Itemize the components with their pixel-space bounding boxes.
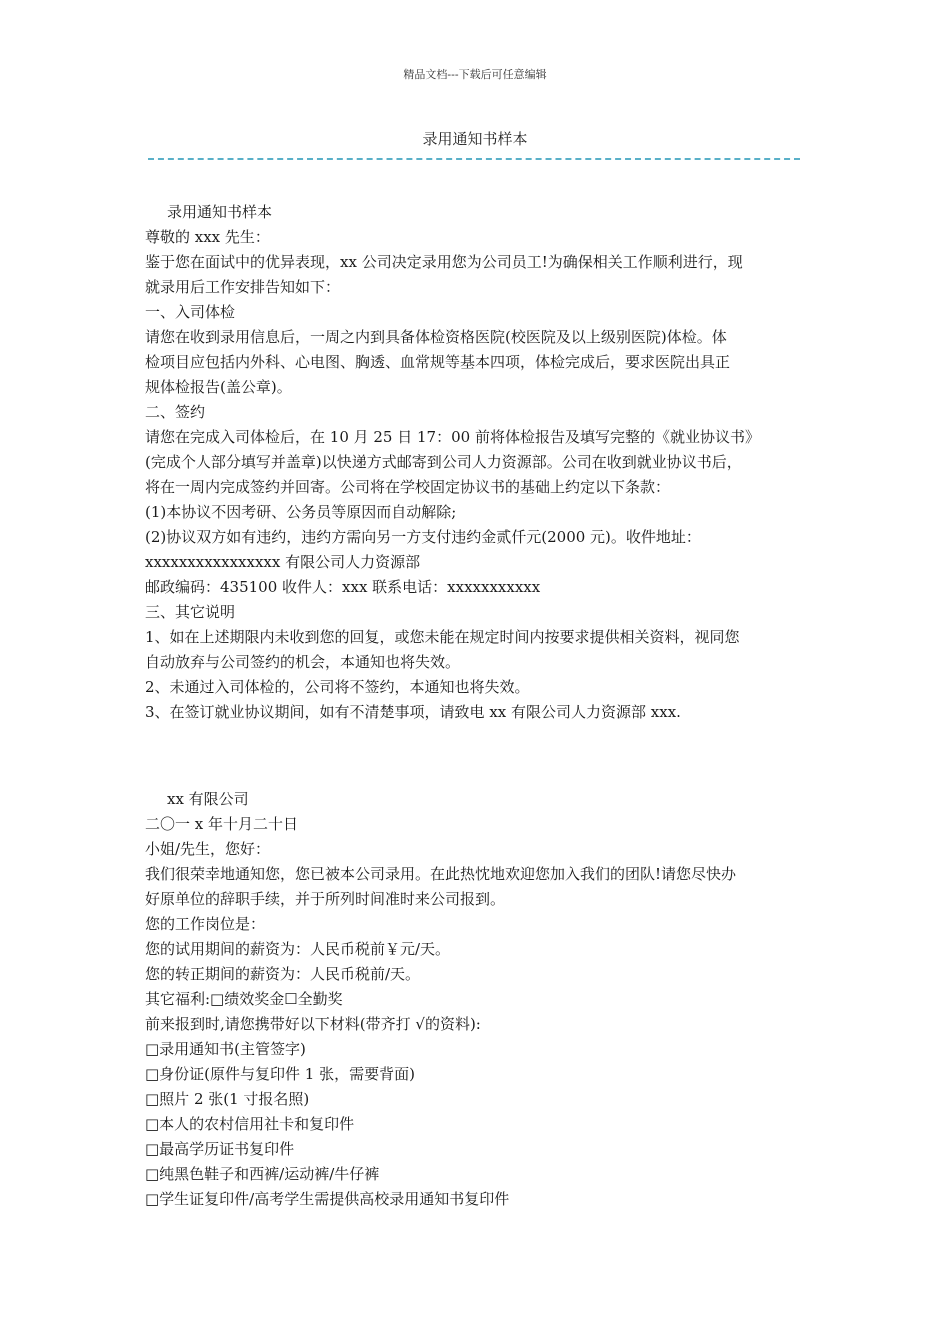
contact-line: 邮政编码：435100 收件人：xxx 联系电话：xxxxxxxxxxx (145, 578, 541, 596)
page-header: 精品文档---下载后可任意编辑 (403, 68, 547, 81)
paragraph-line: 前来报到时,请您携带好以下材料(带齐打 √的资料): (145, 1015, 481, 1033)
paragraph-line: 3、在签订就业协议期间，如有不清楚事项，请致电 xx 有限公司人力资源部 xxx. (145, 703, 681, 721)
clause-line: (1)本协议不因考研、公务员等原因而自动解除; (145, 503, 457, 521)
paragraph-line: 自动放弃与公司签约的机会，本通知也将失效。 (145, 653, 461, 671)
paragraph-line: (完成个人部分填写并盖章)以快递方式邮寄到公司人力资源部。公司在收到就业协议书后， (145, 453, 742, 471)
paragraph-line: 鉴于您在面试中的优异表现，xx 公司决定录用您为公司员工!为确保相关工作顺利进行，现 (145, 253, 743, 271)
paragraph-line: 检项目应包括内外科、心电图、胸透、血常规等基本四项，体检完成后，要求医院出具正 (145, 353, 731, 371)
clause-line: (2)协议双方如有违约，违约方需向另一方支付违约金贰仟元(2000 元)。收件地址： (145, 528, 701, 546)
date-line: 二〇一 x 年十月二十日 (145, 815, 298, 833)
checklist-item: □本人的农村信用社卡和复印件 (145, 1115, 355, 1133)
field-line: 您的试用期间的薪资为：人民币税前￥元/天。 (145, 940, 451, 958)
paragraph-line: 就录用后工作安排告知如下： (145, 278, 341, 296)
dashed-divider (148, 158, 800, 160)
document-body (145, 200, 821, 1212)
section-heading: 三、其它说明 (145, 603, 236, 621)
blank-space (145, 725, 821, 787)
salutation: 尊敬的 xxx 先生： (145, 228, 270, 246)
salutation: 小姐/先生，您好： (145, 840, 271, 858)
checklist-item: □身份证(原件与复印件 1 张，需要背面) (145, 1065, 415, 1083)
company-signature: xx 有限公司 (167, 790, 249, 808)
paragraph-line: 请您在收到录用信息后，一周之内到具备体检资格医院(校医院及以上级别医院)体检。体 (145, 328, 727, 346)
field-line: 您的工作岗位是： (145, 915, 266, 933)
paragraph-line: 好原单位的辞职手续，并于所列时间准时来公司报到。 (145, 890, 506, 908)
paragraph-line: 2、未通过入司体检的，公司将不签约，本通知也将失效。 (145, 678, 530, 696)
section-heading: 一、入司体检 (145, 303, 236, 321)
checklist-item: □录用通知书(主管签字) (145, 1040, 306, 1058)
checklist-item: □照片 2 张(1 寸报名照) (145, 1090, 310, 1108)
paragraph-line: 请您在完成入司体检后，在 10 月 25 日 17：00 前将体检报告及填写完整的《就业协议书》 (145, 428, 760, 446)
paragraph-line: 规体检报告(盖公章)。 (145, 378, 292, 396)
paragraph-line: 将在一周内完成签约并回寄。公司将在学校固定协议书的基础上约定以下条款： (145, 478, 671, 496)
checklist-item: □纯黑色鞋子和西裤/运动裤/牛仔裤 (145, 1165, 380, 1183)
document-title: 录用通知书样本 (422, 130, 528, 148)
checklist-item: □最高学历证书复印件 (145, 1140, 295, 1158)
paragraph-line: 我们很荣幸地通知您，您已被本公司录用。在此热忱地欢迎您加入我们的团队!请您尽快办 (145, 865, 737, 883)
letter-heading: 录用通知书样本 (167, 203, 273, 221)
section-heading: 二、签约 (145, 403, 206, 421)
field-line: 您的转正期间的薪资为：人民币税前/天。 (145, 965, 421, 983)
field-line: 其它福利:□绩效奖金☐全勤奖 (145, 990, 343, 1008)
checklist-item: □学生证复印件/高考学生需提供高校录用通知书复印件 (145, 1190, 510, 1208)
address-line: xxxxxxxxxxxxxxxx 有限公司人力资源部 (145, 553, 421, 571)
paragraph-line: 1、如在上述期限内未收到您的回复，或您未能在规定时间内按要求提供相关资料，视同您 (145, 628, 740, 646)
